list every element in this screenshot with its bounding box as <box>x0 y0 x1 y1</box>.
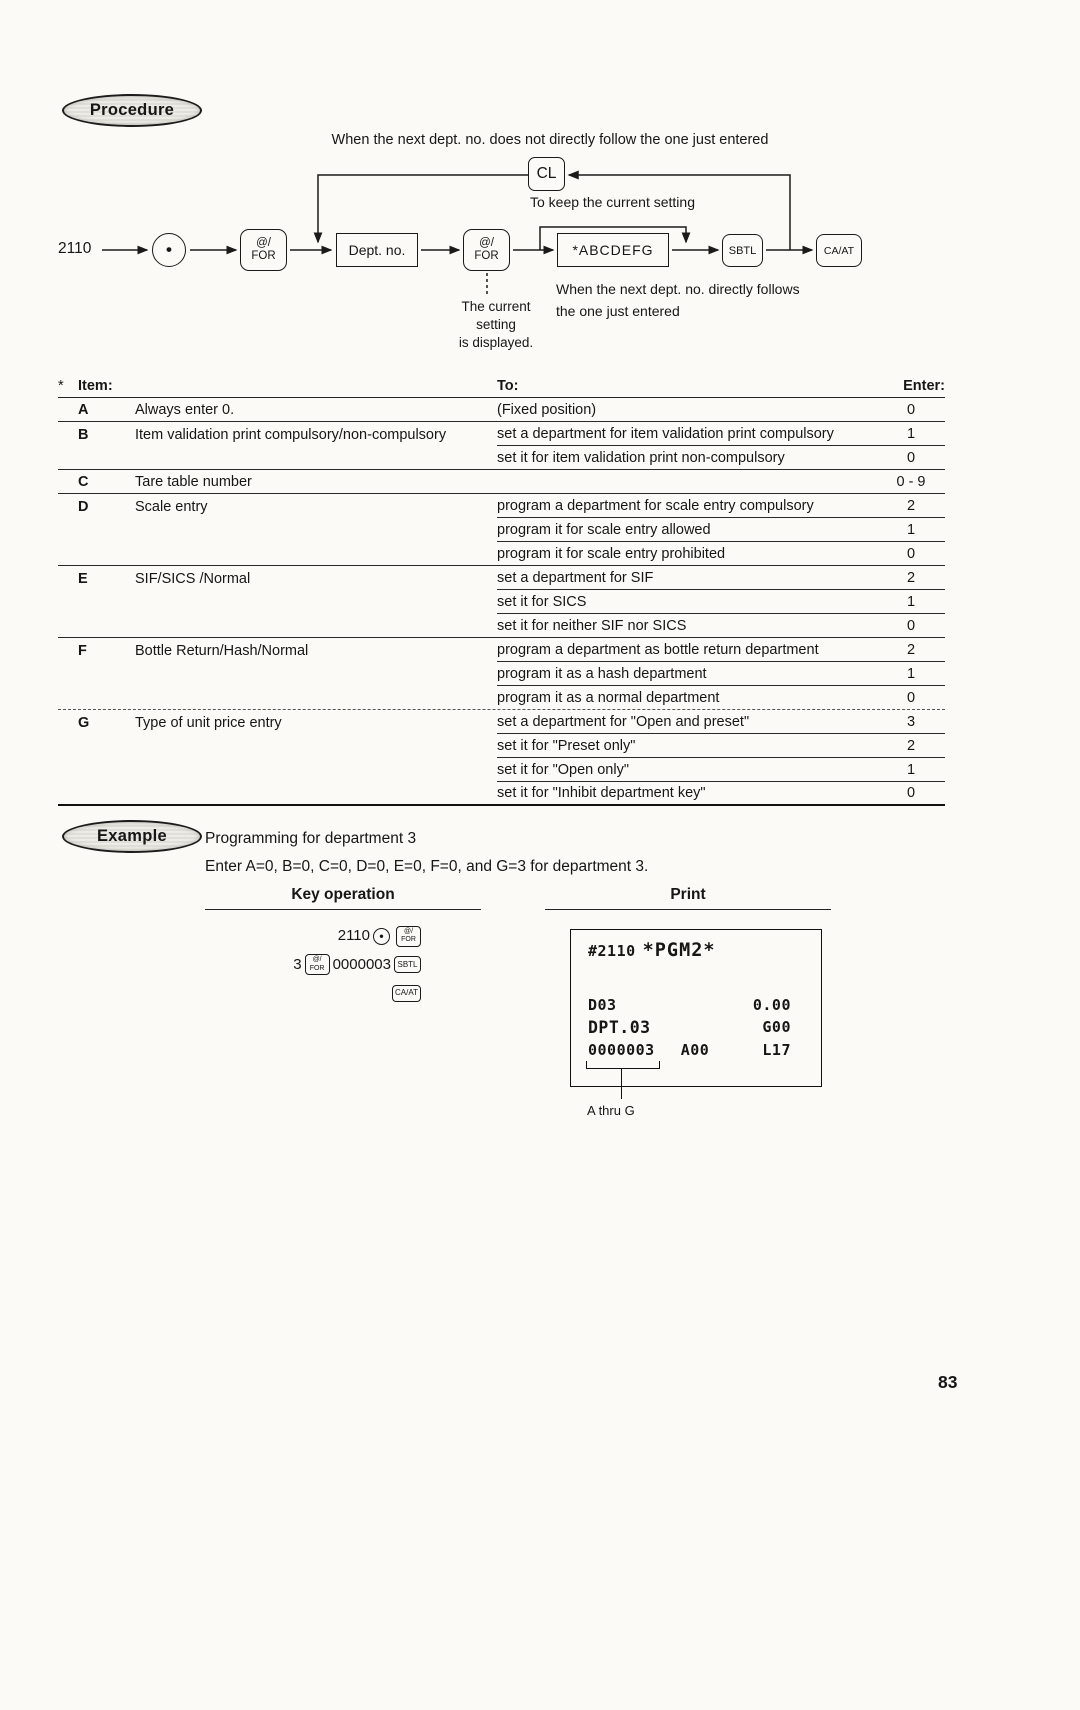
item-letter <box>78 734 135 758</box>
at-for-key-bottom: FOR <box>251 250 276 262</box>
key-operation-title: Key operation <box>205 886 481 910</box>
enter-value: 0 <box>906 402 916 418</box>
item-letter <box>78 542 135 565</box>
dot-glyph: • <box>166 240 172 259</box>
footnote-asterisk: * <box>58 378 64 394</box>
enter-value: 1 <box>877 590 945 614</box>
table-row <box>58 614 945 638</box>
enter-value: 1 <box>877 662 945 686</box>
items-table <box>58 372 945 806</box>
note-next-dept-follows: When the next dept. no. directly follows the one just entered <box>556 281 800 319</box>
item-letter: A <box>78 402 89 418</box>
receipt-header <box>588 940 715 961</box>
item-letter: G <box>78 715 90 731</box>
item-letter <box>78 614 135 637</box>
item-letter: B <box>78 427 89 443</box>
table-row <box>58 734 945 758</box>
key-op-line-2: 3 @/ FOR 0000003 SBTL <box>205 951 424 980</box>
ca-at-key-small: CA/AT <box>392 985 421 1002</box>
to-text <box>497 470 877 493</box>
table-row <box>58 662 945 686</box>
to-text: program it for scale entry allowed <box>497 518 877 542</box>
table-row <box>58 518 945 542</box>
example-badge <box>62 820 202 853</box>
to-text: set it for neither SIF nor SICS <box>497 618 687 634</box>
a-thru-g-label: A thru G <box>587 1103 635 1118</box>
item-description <box>135 686 497 709</box>
table-row <box>58 758 945 782</box>
item-letter <box>78 782 135 804</box>
to-text: program a department for scale entry compulsory <box>497 494 877 518</box>
header-to: To: <box>497 378 519 394</box>
header-enter: Enter: <box>903 378 945 394</box>
underbrace-stem <box>621 1068 622 1099</box>
receipt-row: D03 0.00 <box>588 996 791 1014</box>
key-operation-sequence <box>205 922 424 1008</box>
item-description <box>135 758 497 782</box>
enter-value: 2 <box>877 566 945 590</box>
dept-no-label: Dept. no. <box>348 242 406 258</box>
example-settings: Enter A=0, B=0, C=0, D=0, E=0, F=0, and G=3 for department 3. <box>205 858 649 875</box>
abcdefg-box <box>557 233 669 267</box>
sbtl-key-label: SBTL <box>728 244 757 257</box>
enter-value: 0 <box>906 785 916 801</box>
enter-value: 3 <box>877 710 945 734</box>
table-row <box>58 470 945 494</box>
example-badge-label: Example <box>97 827 167 845</box>
to-text: program it as a hash department <box>497 662 877 686</box>
table-row <box>58 542 945 566</box>
enter-value: 2 <box>877 638 945 662</box>
header-item: Item: <box>78 378 113 394</box>
enter-value: 2 <box>877 494 945 518</box>
item-description <box>135 542 497 565</box>
table-header-row <box>58 372 945 398</box>
enter-value: 1 <box>877 758 945 782</box>
item-letter <box>78 662 135 686</box>
note-keep-current-setting: To keep the current setting <box>530 194 695 210</box>
table-row <box>58 566 945 590</box>
item-description: Type of unit price entry <box>135 715 282 731</box>
table-row <box>58 422 945 446</box>
at-for-key-small: @/ FOR <box>305 954 330 975</box>
enter-value: 0 <box>906 618 916 634</box>
receipt-job-number: #2110 <box>588 942 636 960</box>
receipt-row: DPT.03 G00 <box>588 1018 791 1037</box>
procedure-badge-label: Procedure <box>89 101 175 119</box>
at-for-key-top: @/ <box>479 237 494 250</box>
page-number: 83 <box>938 1372 958 1392</box>
item-description: Scale entry <box>135 499 208 515</box>
table-row <box>58 782 945 806</box>
print-title: Print <box>545 886 831 910</box>
to-text: set a department for item validation print compulsory <box>497 422 877 446</box>
to-text: set it for SICS <box>497 590 877 614</box>
sbtl-key <box>722 234 763 267</box>
item-description <box>135 782 497 804</box>
cl-key-label: CL <box>536 165 557 182</box>
to-text: set a department for SIF <box>497 566 877 590</box>
at-for-key-top: @/ <box>256 237 271 250</box>
item-description: SIF/SICS /Normal <box>135 571 251 587</box>
to-text: (Fixed position) <box>497 402 597 418</box>
at-for-key-bottom: FOR <box>474 250 499 262</box>
to-text: set it for "Inhibit department key" <box>497 785 706 801</box>
to-text: set a department for "Open and preset" <box>497 710 877 734</box>
note-current-setting-displayed: The current setting is displayed. <box>458 299 534 350</box>
to-text: program it as a normal department <box>497 690 720 706</box>
at-for-key-first <box>240 229 287 271</box>
enter-value: 1 <box>877 422 945 446</box>
table-row <box>58 710 945 734</box>
table-row <box>58 686 945 710</box>
item-description <box>135 662 497 686</box>
enter-value: 0 <box>906 450 916 466</box>
table-row <box>58 494 945 518</box>
table-row <box>58 638 945 662</box>
enter-value: 1 <box>877 518 945 542</box>
item-letter <box>78 446 135 469</box>
ca-at-key <box>816 234 862 267</box>
item-description: Tare table number <box>135 474 252 490</box>
receipt-mode: *PGM2* <box>642 940 716 961</box>
table-row <box>58 446 945 470</box>
decimal-point-key <box>152 233 186 267</box>
item-letter: F <box>78 643 87 659</box>
note-next-dept-not-follow: When the next dept. no. does not directly follow the one just entered <box>331 132 769 148</box>
item-description <box>135 734 497 758</box>
to-text: program it for scale entry prohibited <box>497 546 726 562</box>
item-description <box>135 590 497 614</box>
code-2110: 2110 <box>58 240 92 257</box>
item-letter: E <box>78 571 88 587</box>
item-letter <box>78 518 135 542</box>
enter-value: 2 <box>877 734 945 758</box>
receipt-row: 0000003 A00 L17 <box>588 1041 791 1059</box>
item-description: Always enter 0. <box>135 402 235 418</box>
key-op-line-3 <box>205 979 424 1008</box>
cl-key <box>528 157 565 191</box>
dept-no-box <box>336 233 418 267</box>
item-letter <box>78 758 135 782</box>
table-row <box>58 398 945 422</box>
table-row <box>58 590 945 614</box>
key-operation-column <box>205 886 481 1008</box>
key-op-line-1: 2110 • @/ FOR <box>205 922 424 951</box>
to-text: program a department as bottle return department <box>497 638 877 662</box>
item-letter: C <box>78 474 89 490</box>
receipt-print-sample <box>570 929 822 1118</box>
item-description: Item validation print compulsory/non-compulsory <box>135 427 447 443</box>
item-description <box>135 614 497 637</box>
enter-value: 0 <box>906 690 916 706</box>
decimal-point-key-small: • <box>373 928 390 945</box>
enter-value: 0 <box>906 546 916 562</box>
ca-at-key-label: CA/AT <box>823 244 855 257</box>
item-description <box>135 446 497 469</box>
procedure-flow-diagram <box>0 130 1080 370</box>
print-column <box>545 886 831 1118</box>
to-text: set it for "Open only" <box>497 758 877 782</box>
item-letter <box>78 590 135 614</box>
enter-value: 0 - 9 <box>896 474 926 490</box>
at-for-key-small: @/ FOR <box>396 926 421 947</box>
sbtl-key-small: SBTL <box>394 956 421 973</box>
underbrace <box>586 1061 660 1069</box>
item-description <box>135 518 497 542</box>
item-letter: D <box>78 499 89 515</box>
to-text: set it for "Preset only" <box>497 734 877 758</box>
example-description: Programming for department 3 <box>205 830 417 847</box>
procedure-badge <box>62 94 202 127</box>
item-letter <box>78 686 135 709</box>
abcdefg-label: *ABCDEFG <box>572 242 654 258</box>
to-text: set it for item validation print non-compulsory <box>497 450 785 466</box>
at-for-key-second <box>463 229 510 271</box>
item-description: Bottle Return/Hash/Normal <box>135 643 309 659</box>
